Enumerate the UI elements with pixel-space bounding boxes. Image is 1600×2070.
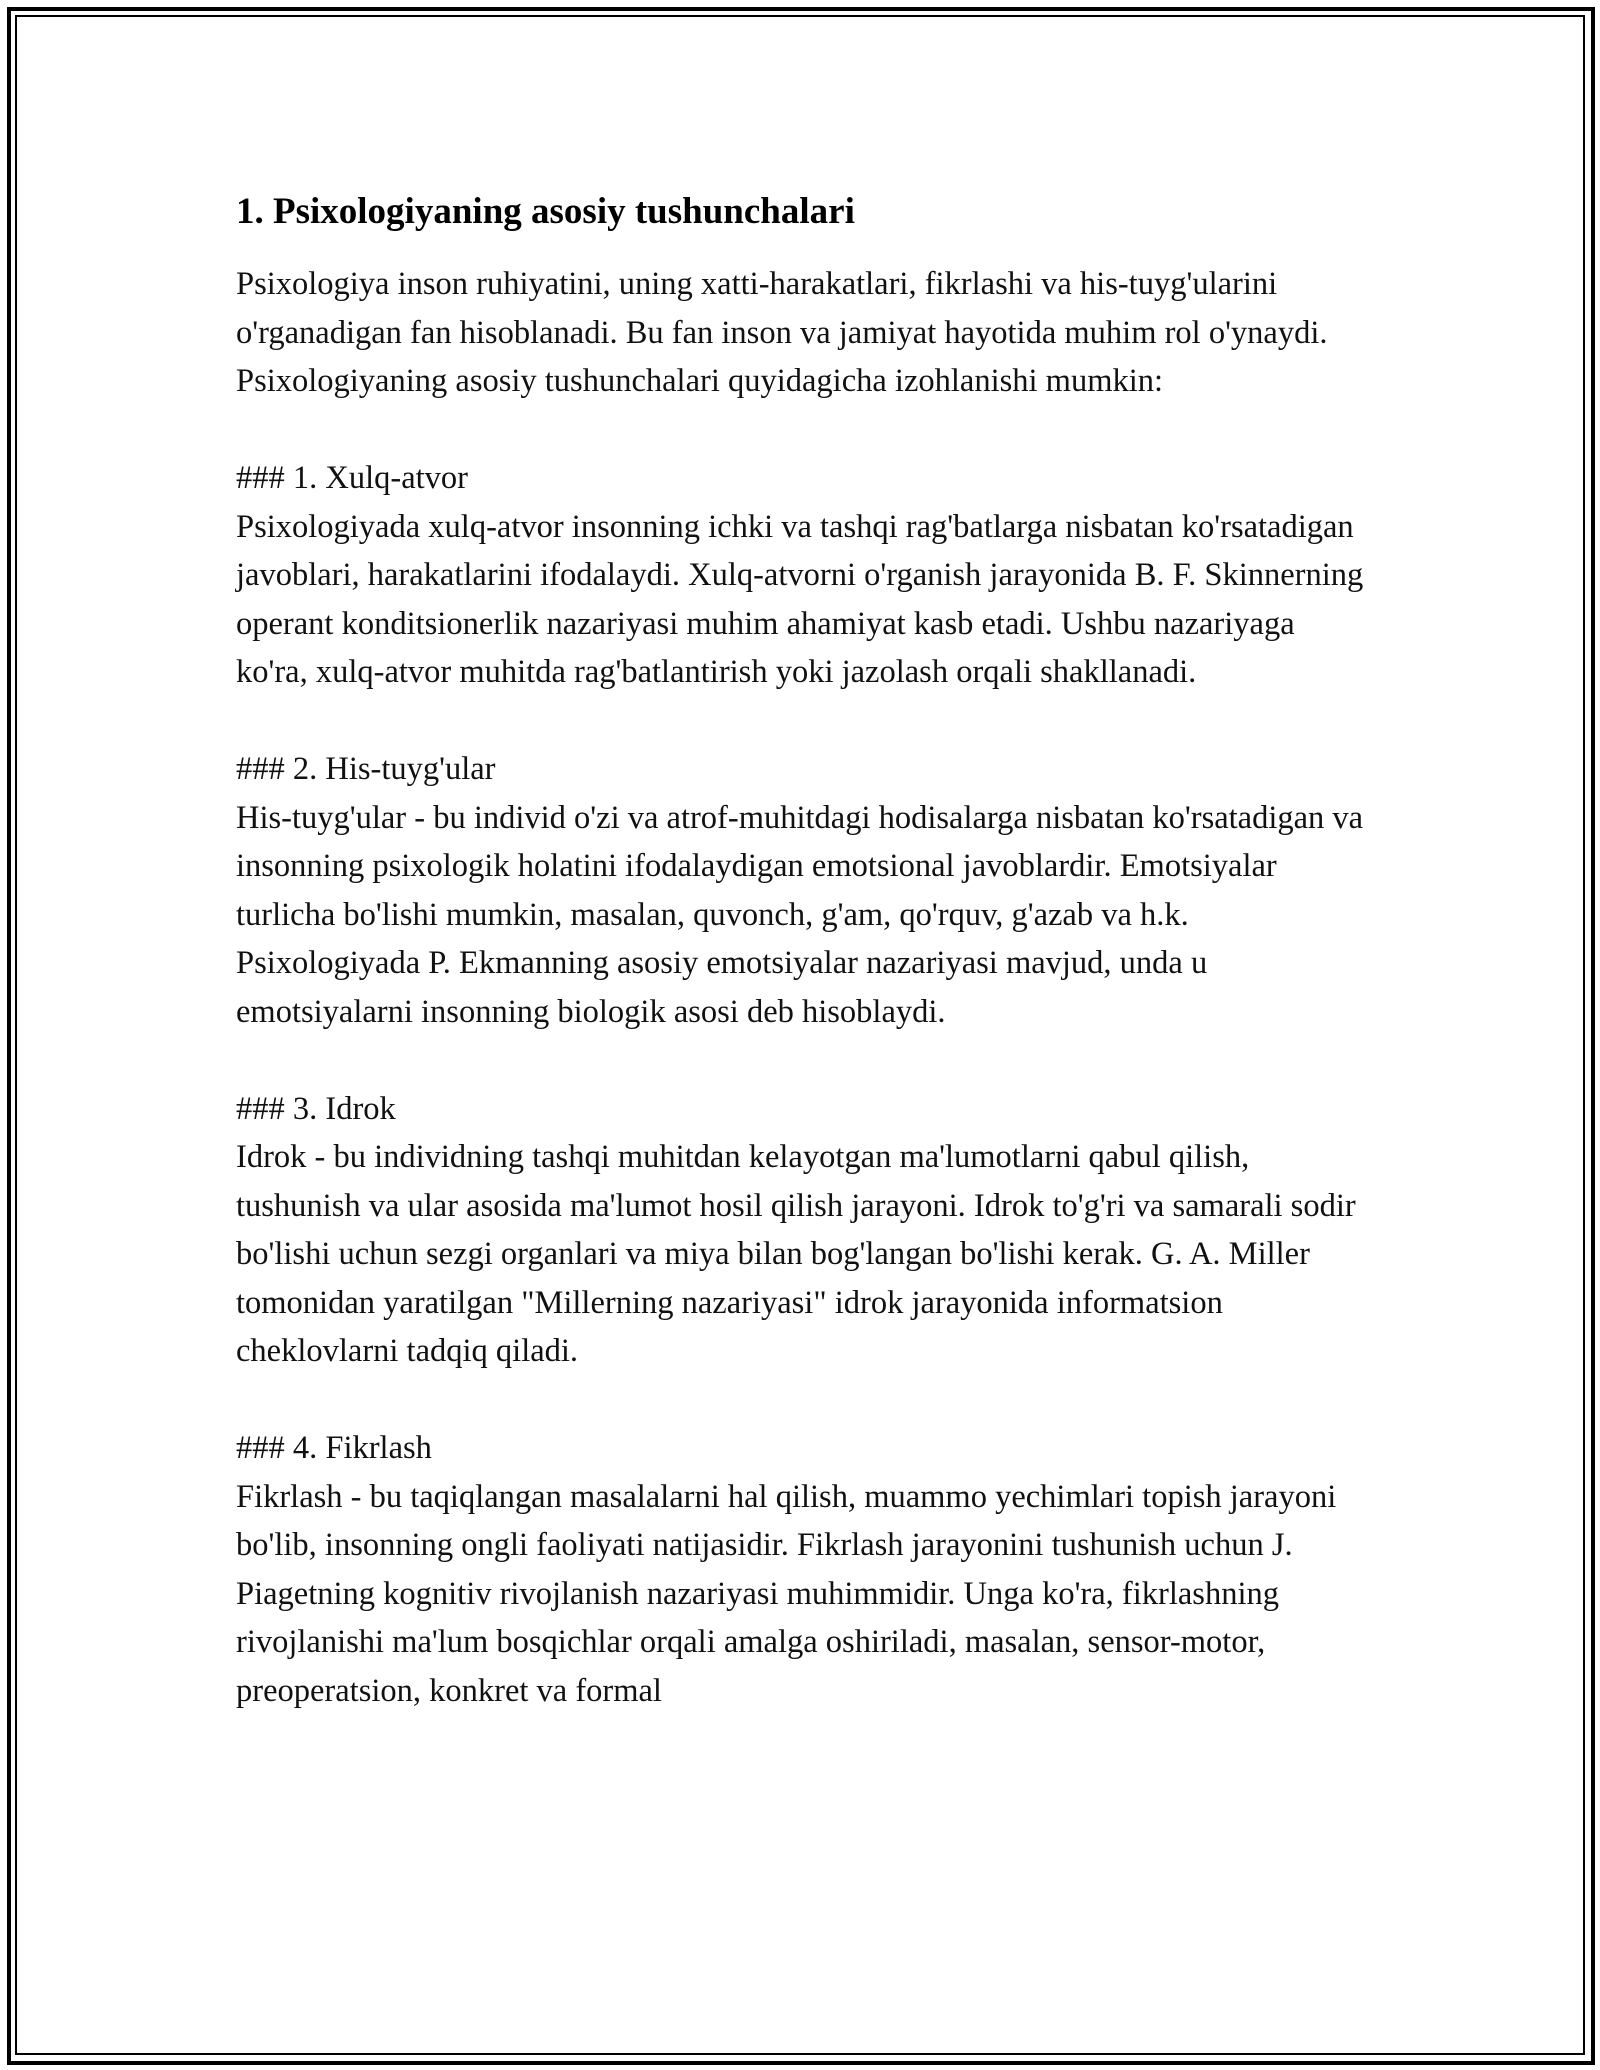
- section-idrok: [236, 1085, 1366, 1376]
- section-fikrlash: [236, 1424, 1366, 1715]
- section-xulq-atvor: [236, 454, 1366, 697]
- section-heading: ### 3. Idrok: [236, 1090, 396, 1127]
- section-heading: ### 2. His-tuyg'ular: [236, 751, 496, 787]
- document-body: [236, 188, 1366, 1715]
- section-paragraph: Idrok - bu individning tashqi muhitdan kelayotgan ma'lumotlarni qabul qilish, tushunish va ular asosida ma'lumot hosil qilish jarayoni. Idrok to'g'ri va samarali sodir bo'lishi uchun sezgi organlari va miya bilan bog'langan bo'lishi kerak. G. A. Miller tomonidan yaratilgan "Millerning nazariyasi" idrok jarayonida informatsion cheklovlarni tadqiq qiladi.: [236, 1139, 1356, 1369]
- section-paragraph: Psixologiyada xulq-atvor insonning ichki va tashqi rag'batlarga nisbatan ko'rsatadigan javoblari, harakatlarini ifodalaydi. Xulq-atvorni o'rganish jarayonida B. F. Skinnerning operant konditsionerlik nazariyasi muhim ahamiyat kasb etadi. Ushbu nazariyaga ko'ra, xulq-atvor muhitda rag'batlantirish yoki jazolash orqali shakllanadi.: [236, 508, 1364, 690]
- section-his-tuygular: [236, 745, 1366, 1036]
- intro-paragraph: Psixologiya inson ruhiyatini, uning xatti-harakatlari, fikrlashi va his-tuyg'ularini o'rganadigan fan hisoblanadi. Bu fan inson va jamiyat hayotida muhim rol o'ynaydi. Psixologiyaning asosiy tushunchalari quyidagicha izohlanishi mumkin:: [236, 266, 1328, 399]
- section-paragraph: Fikrlash - bu taqiqlangan masalalarni hal qilish, muammo yechimlari topish jarayoni bo'lib, insonning ongli faoliyati natijasidir. Fikrlash jarayonini tushunish uchun J. Piagetning kognitiv rivojlanish nazariyasi muhimmidir. Unga ko'ra, fikrlashning rivojlanishi ma'lum bosqichlar orqali amalga oshiriladi, masalan, sensor-motor, preoperatsion, konkret va formal: [236, 1478, 1337, 1709]
- document-title: 1. Psixologiyaning asosiy tushunchalari: [236, 191, 855, 232]
- section-paragraph: His-tuyg'ular - bu individ o'zi va atrof-muhitdagi hodisalarga nisbatan ko'rsatadigan va insonning psixologik holatini ifodalaydigan emotsional javoblardir. Emotsiyalar turlicha bo'lishi mumkin, masalan, quvonch, g'am, qo'rquv, g'azab va h.k. Psixologiyada P. Ekmanning asosiy emotsiyalar nazariyasi mavjud, unda u emotsiyalarni insonning biologik asosi deb hisoblaydi.: [236, 799, 1364, 1030]
- section-heading: ### 4. Fikrlash: [236, 1430, 432, 1466]
- section-heading: ### 1. Xulq-atvor: [236, 460, 468, 496]
